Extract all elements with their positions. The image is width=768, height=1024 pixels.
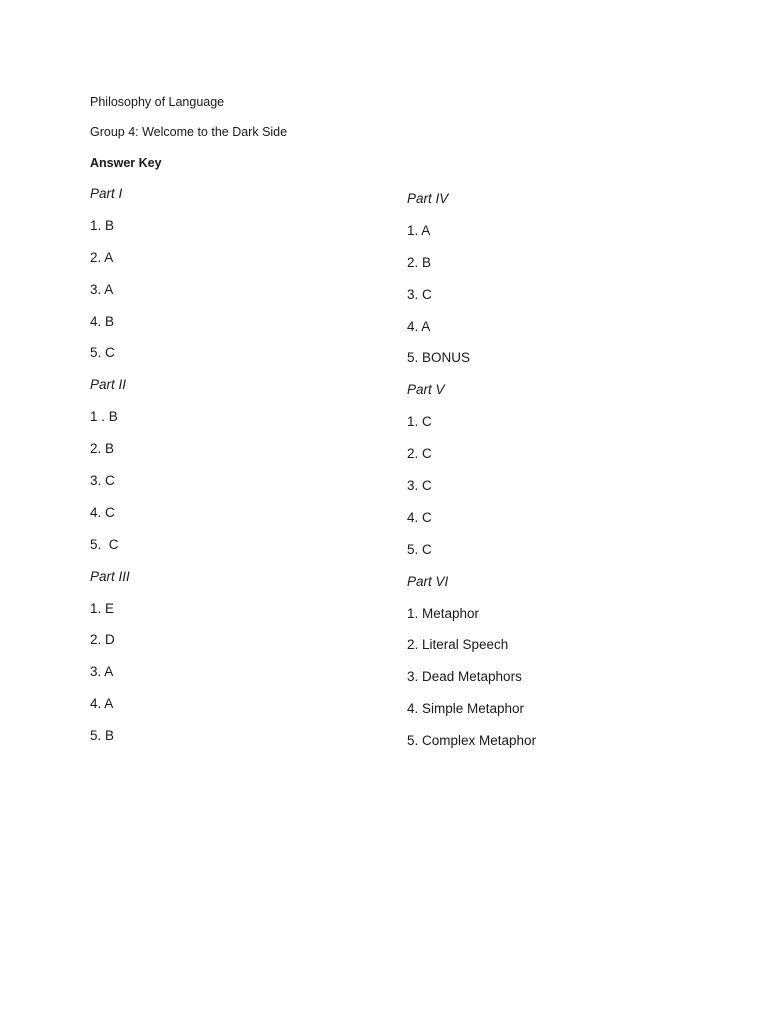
answer-item: 2. D: [90, 632, 115, 648]
part-title: Part II: [90, 377, 127, 393]
answer-item: 1. A: [407, 222, 431, 238]
answer-item: 3. Dead Metaphors: [407, 669, 522, 685]
part-title: Part I: [90, 186, 123, 201]
answer-key-heading: Answer Key: [90, 156, 162, 170]
left-column: [90, 184, 390, 758]
answer-item: 2. Literal Speech: [407, 637, 509, 653]
answer-item: 3. A: [90, 281, 114, 297]
answer-item: 2. C: [407, 446, 432, 462]
part-title: Part V: [407, 382, 445, 398]
answer-item: 3. C: [407, 286, 432, 302]
answer-item: 2. B: [90, 441, 115, 457]
answer-item: 1. E: [90, 600, 115, 616]
answer-item: 5. C: [407, 541, 432, 557]
answer-item: 1 . B: [90, 409, 118, 425]
part-title: Part VI: [407, 573, 449, 589]
answer-item: 4. B: [90, 313, 115, 329]
answer-item: 4. Simple Metaphor: [407, 701, 525, 717]
right-column: [407, 189, 707, 763]
answer-item: 1. Metaphor: [407, 605, 480, 621]
group-title: Group 4: Welcome to the Dark Side: [90, 125, 288, 139]
answer-item: 4. C: [407, 509, 432, 525]
answer-item: 1. B: [90, 217, 115, 233]
answer-item: 5. C: [90, 536, 119, 552]
answer-item: 3. A: [90, 664, 114, 680]
course-name: Philosophy of Language: [90, 95, 225, 109]
answer-item: 4. C: [90, 504, 115, 520]
answer-item: 2. A: [90, 249, 114, 265]
answer-item: 5. B: [90, 728, 115, 744]
answer-item: 1. C: [407, 414, 432, 430]
answer-item: 3. C: [90, 473, 115, 489]
answer-item: 5. BONUS: [407, 350, 471, 366]
part-title: Part III: [90, 568, 130, 584]
answer-item: 4. A: [90, 696, 114, 712]
part-title: Part IV: [407, 191, 449, 206]
answer-item: 3. C: [407, 478, 432, 494]
answer-item: 5. Complex Metaphor: [407, 733, 537, 749]
answer-item: 5. C: [90, 345, 115, 361]
answer-item: 2. B: [407, 254, 432, 270]
answer-item: 4. A: [407, 318, 431, 334]
